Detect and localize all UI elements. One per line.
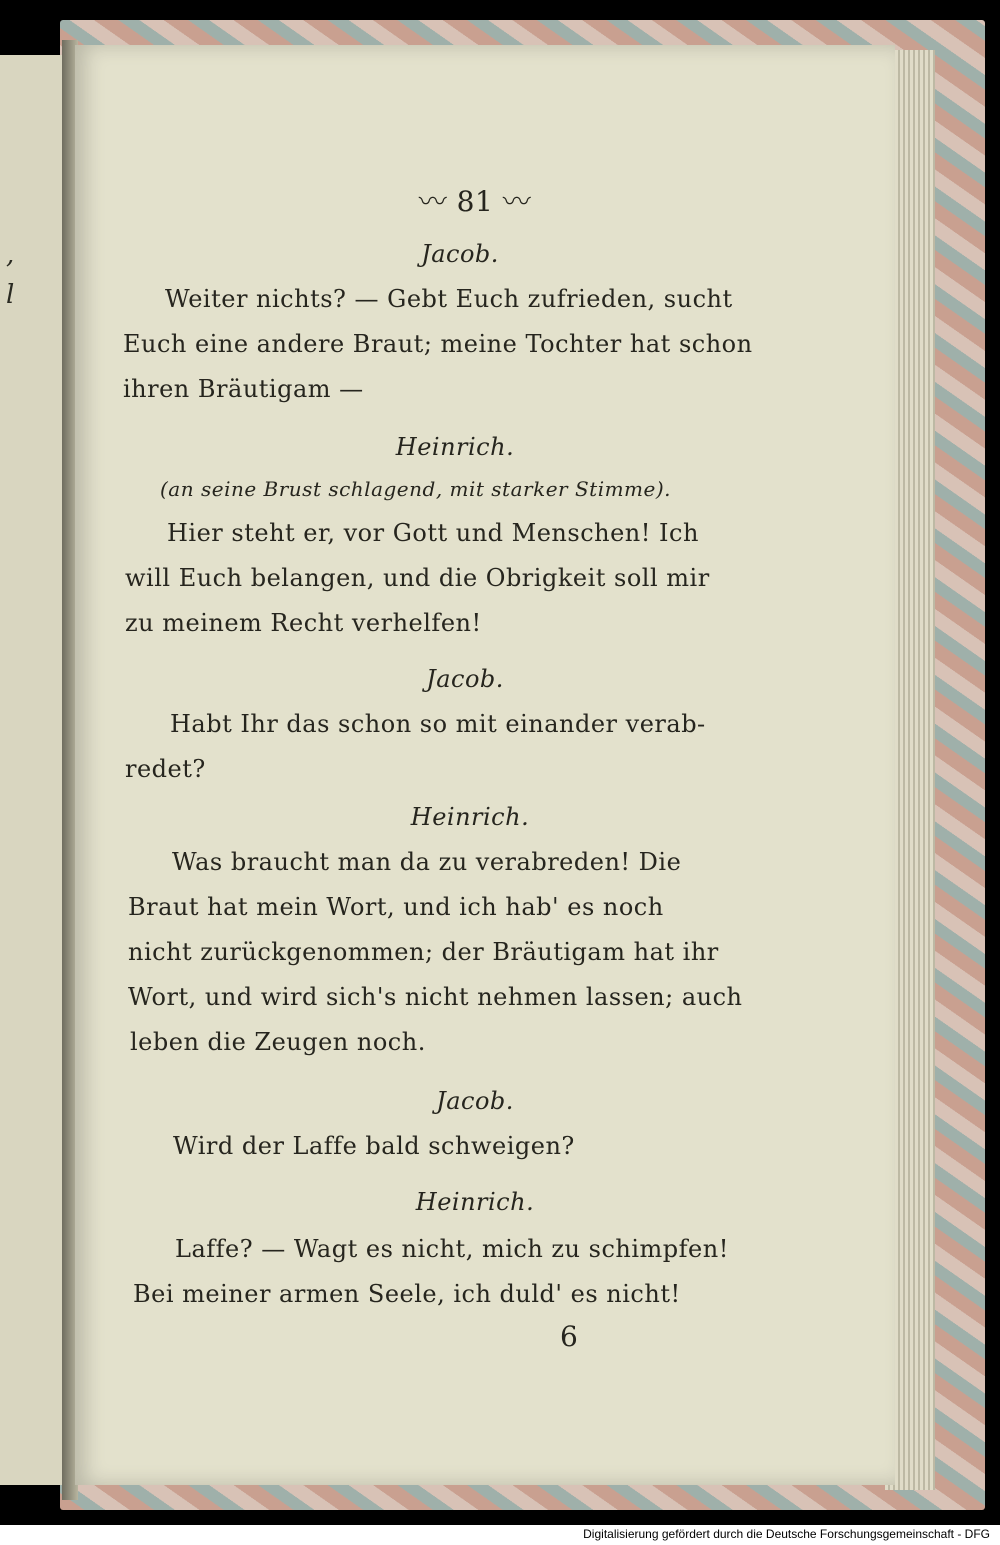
speaker-name: Heinrich. [415,1188,535,1216]
text-line: Weiter nichts? — Gebt Euch zufrieden, sucht [165,285,733,313]
text-line: nicht zurückgenommen; der Bräutigam hat ihr [128,938,719,966]
left-page-fragment: l [6,280,15,310]
left-page-edge [0,55,64,1485]
speaker-name: Jacob. [421,240,499,268]
speaker-name: Heinrich. [395,433,515,461]
speaker-name: Jacob. [436,1087,514,1115]
text-line: Laffe? — Wagt es nicht, mich zu schimpfen! [175,1235,729,1263]
stage-direction: (an seine Brust schlagend, mit starker Stimme). [160,477,672,501]
page-header: 〰 81 〰 [418,185,532,218]
funding-credit: Digitalisierung gefördert durch die Deutsche Forschungsgemeinschaft - DFG [583,1527,990,1541]
footer-bar [0,1525,1000,1545]
text-line: will Euch belangen, und die Obrigkeit soll mir [125,564,710,592]
text-line: Euch eine andere Braut; meine Tochter hat schon [123,330,753,358]
signature-mark: 6 [560,1320,579,1353]
text-line: Was braucht man da zu verabreden! Die [172,848,682,876]
text-line: Habt Ihr das schon so mit einander verab- [170,710,706,738]
text-line: Bei meiner armen Seele, ich duld' es nicht! [133,1280,681,1308]
text-line: ihren Bräutigam — [123,375,364,403]
speaker-name: Heinrich. [410,803,530,831]
text-line: Hier steht er, vor Gott und Menschen! Ich [167,519,699,547]
text-line: leben die Zeugen noch. [130,1028,426,1056]
text-line: Wird der Laffe bald schweigen? [173,1132,575,1160]
left-page-fragment: , [6,240,15,270]
text-line: redet? [125,755,206,783]
text-line: Braut hat mein Wort, und ich hab' es noch [128,893,664,921]
speaker-name: Jacob. [426,665,504,693]
book-page [75,45,895,1485]
text-line: Wort, und wird sich's nicht nehmen lassen; auch [128,983,743,1011]
text-line: zu meinem Recht verhelfen! [125,609,482,637]
